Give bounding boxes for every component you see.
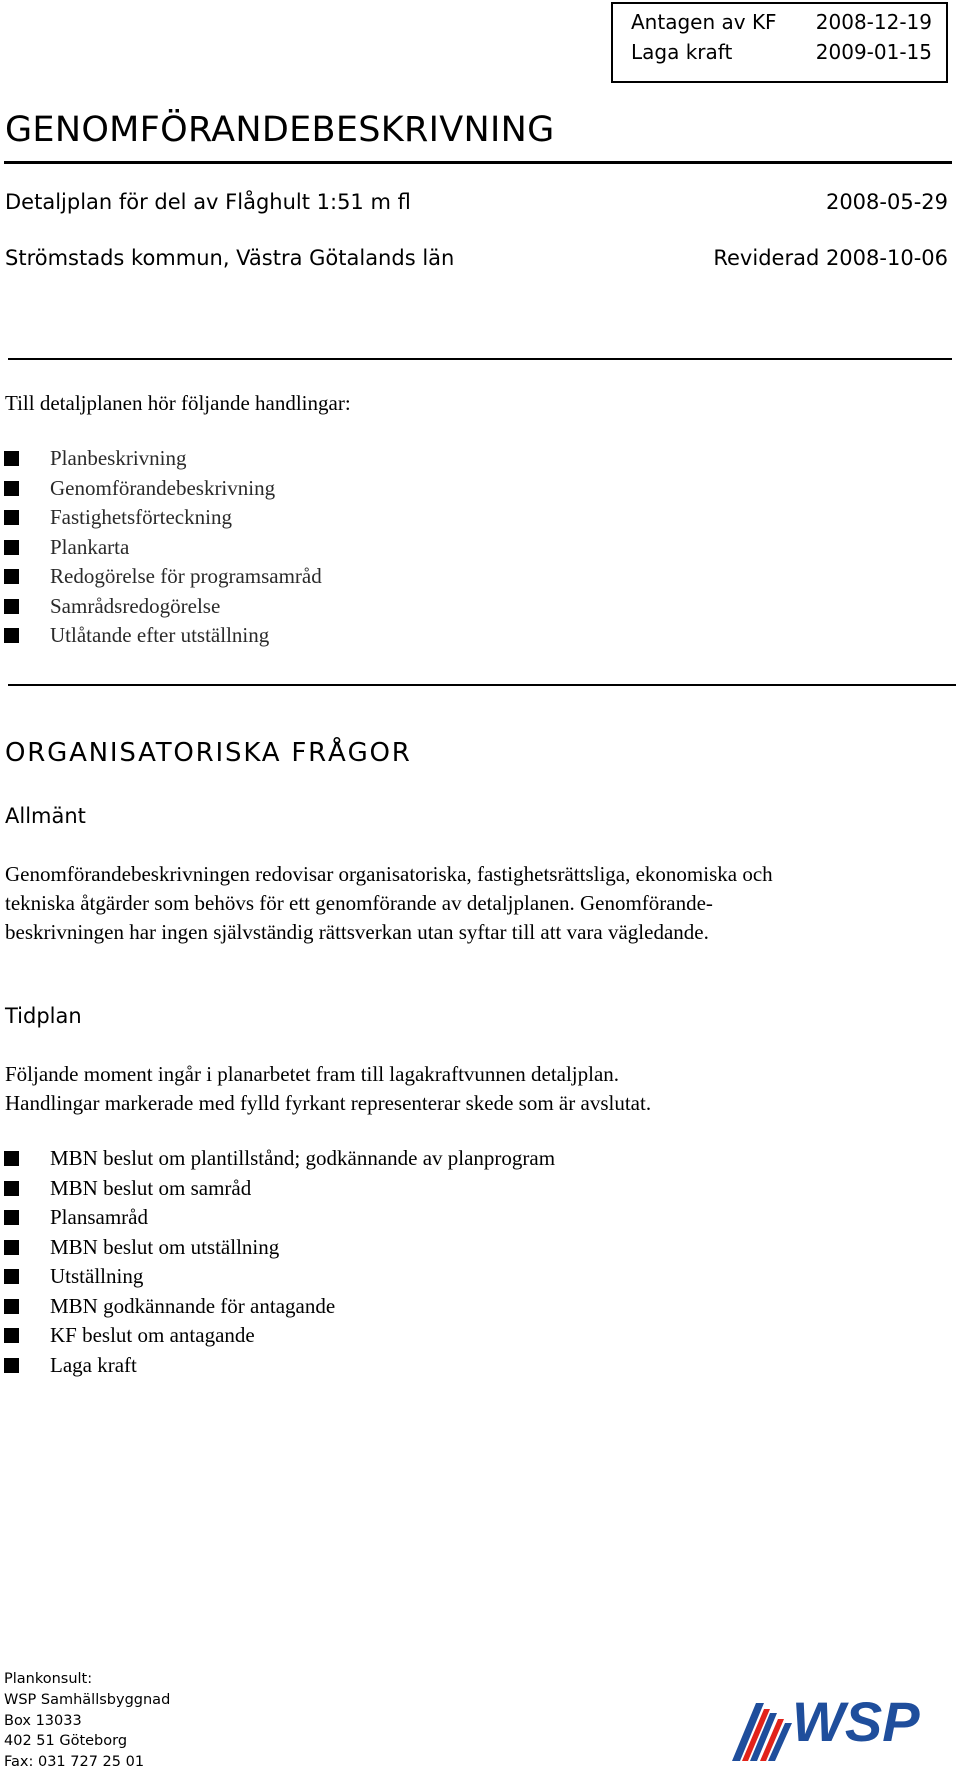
contact-line: Plankonsult: xyxy=(4,1671,93,1687)
document-title: GENOMFÖRANDEBESKRIVNING xyxy=(5,110,555,150)
section-title: ORGANISATORISKA FRÅGOR xyxy=(5,738,412,768)
filled-square-icon xyxy=(4,510,19,525)
title-divider xyxy=(4,161,952,164)
paragraph-line: tekniska åtgärder som behövs för ett genomförande av detaljplanen. Genomförande- xyxy=(5,891,713,915)
divider xyxy=(8,684,956,686)
status-row-legal-force xyxy=(623,37,932,67)
paragraph-line: Genomförandebeskrivningen redovisar organisatoriska, fastighetsrättsliga, ekonomiska och xyxy=(5,862,773,886)
filled-square-icon xyxy=(4,540,19,555)
filled-square-icon xyxy=(4,1151,19,1166)
filled-square-icon xyxy=(4,569,19,584)
list-item: Plankarta xyxy=(0,533,322,563)
documents-list xyxy=(0,444,322,651)
revised-date: Reviderad 2008-10-06 xyxy=(713,246,948,270)
list-item: Genomförandebeskrivning xyxy=(0,474,322,504)
filled-square-icon xyxy=(4,628,19,643)
contact-line: 402 51 Göteborg xyxy=(4,1733,128,1750)
list-item: Laga kraft xyxy=(0,1351,555,1381)
list-item: Utlåtande efter utställning xyxy=(0,621,322,651)
filled-square-icon xyxy=(4,1181,19,1196)
list-item: Utställning xyxy=(0,1262,555,1292)
schedule-steps-list xyxy=(0,1144,555,1380)
paragraph-line: Följande moment ingår i planarbetet fram till lagakraftvunnen detaljplan. xyxy=(5,1062,620,1086)
status-date: 2008-12-19 xyxy=(815,10,932,34)
subsection-title-schedule: Tidplan xyxy=(5,1004,82,1028)
filled-square-icon xyxy=(4,1240,19,1255)
consultant-contact xyxy=(4,1669,170,1773)
logo-text: WSP xyxy=(792,1690,920,1753)
schedule-paragraph xyxy=(5,1060,945,1118)
status-date: 2009-01-15 xyxy=(815,40,932,64)
list-item: KF beslut om antagande xyxy=(0,1321,555,1351)
wsp-logo xyxy=(730,1683,948,1763)
filled-square-icon xyxy=(4,1269,19,1284)
status-label: Laga kraft xyxy=(631,40,733,64)
list-item: MBN godkännande för antagande xyxy=(0,1292,555,1322)
status-row-adopted xyxy=(623,7,932,37)
paragraph-line: beskrivningen har ingen självständig rättsverkan utan syftar till att vara vägledande. xyxy=(5,920,709,944)
documents-intro: Till detaljplanen hör följande handlingar: xyxy=(5,391,351,415)
list-item: MBN beslut om utställning xyxy=(0,1233,555,1263)
status-box xyxy=(611,2,948,83)
filled-square-icon xyxy=(4,599,19,614)
plan-date: 2008-05-29 xyxy=(825,190,948,214)
list-item: Planbeskrivning xyxy=(0,444,322,474)
list-item: Plansamråd xyxy=(0,1203,555,1233)
filled-square-icon xyxy=(4,1299,19,1314)
filled-square-icon xyxy=(4,1328,19,1343)
list-item: Redogörelse för programsamråd xyxy=(0,562,322,592)
filled-square-icon xyxy=(4,481,19,496)
list-item: MBN beslut om plantillstånd; godkännande av planprogram xyxy=(0,1144,555,1174)
contact-line: WSP Samhällsbyggnad xyxy=(4,1691,171,1708)
divider xyxy=(8,358,952,360)
subsection-title-general: Allmänt xyxy=(5,804,86,828)
paragraph-line: Handlingar markerade med fylld fyrkant representerar skede som är avslutat. xyxy=(5,1091,652,1115)
contact-line: Box 13033 xyxy=(4,1712,82,1729)
plan-name: Detaljplan för del av Flåghult 1:51 m fl xyxy=(5,190,411,214)
list-item: MBN beslut om samråd xyxy=(0,1174,555,1204)
filled-square-icon xyxy=(4,1358,19,1373)
status-label: Antagen av KF xyxy=(631,10,777,34)
list-item: Fastighetsförteckning xyxy=(0,503,322,533)
municipality: Strömstads kommun, Västra Götalands län xyxy=(5,246,455,270)
filled-square-icon xyxy=(4,451,19,466)
contact-line: Fax: 031 727 25 01 xyxy=(4,1754,145,1771)
list-item: Samrådsredogörelse xyxy=(0,592,322,622)
general-paragraph xyxy=(5,860,945,947)
filled-square-icon xyxy=(4,1210,19,1225)
